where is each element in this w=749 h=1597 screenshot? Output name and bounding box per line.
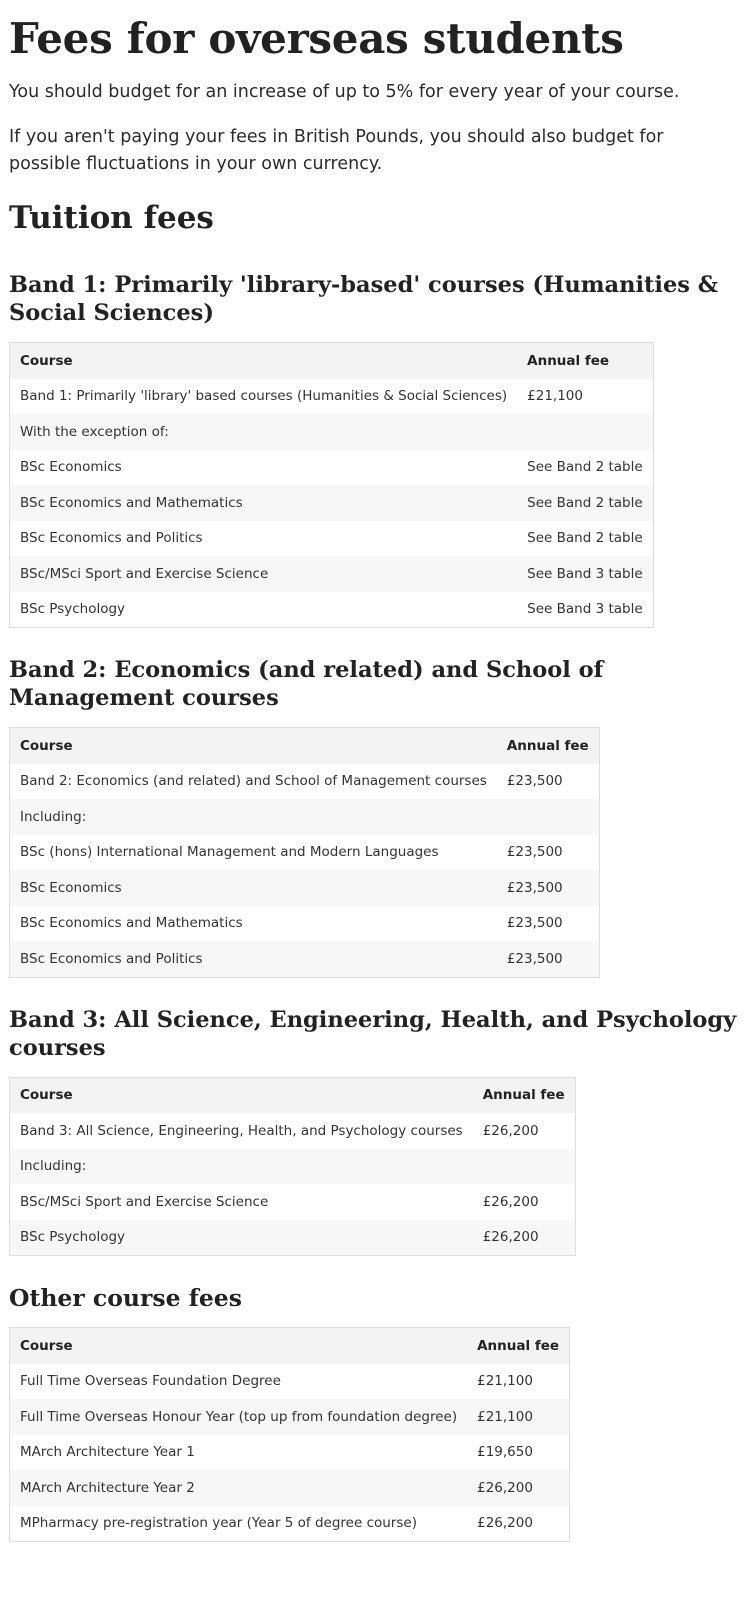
column-header-course: Course (20, 1087, 73, 1104)
table-row (10, 1220, 576, 1256)
table-row (10, 941, 600, 977)
other-fees-section (9, 1284, 740, 1542)
course-cell: Full Time Overseas Honour Year (top up from foundation degree) (20, 1408, 458, 1425)
table-row (10, 1149, 576, 1185)
course-cell: Including: (20, 1158, 87, 1175)
tuition-fees-heading: Tuition fees (9, 200, 214, 236)
band1-heading: Band 1: Primarily 'library-based' courses (Humanities & Social Sciences) (9, 272, 719, 326)
table-row (10, 1470, 570, 1506)
fee-cell: £23,500 (506, 950, 563, 967)
course-cell: BSc Psychology (20, 601, 126, 618)
intro-paragraph-currency: If you aren't paying your fees in British Pounds, you should also budget for possible fluctuations in your own currency. (9, 127, 664, 174)
table-header-row (10, 343, 654, 379)
table-row (10, 799, 600, 835)
fee-cell: £21,100 (477, 1408, 533, 1425)
table-header-row (10, 728, 600, 764)
table-row (10, 485, 654, 521)
table-header-row (10, 1077, 576, 1113)
column-header-fee: Annual fee (477, 1337, 560, 1354)
course-cell: BSc/MSci Sport and Exercise Science (20, 565, 269, 582)
course-cell: BSc Economics and Politics (20, 530, 203, 547)
table-row (10, 1113, 576, 1149)
fee-cell: See Band 2 table (527, 459, 643, 476)
course-cell: Including: (20, 808, 87, 825)
table-row (10, 764, 600, 800)
column-header-fee: Annual fee (482, 1087, 565, 1104)
course-cell: Band 3: All Science, Engineering, Health, and Psychology courses (20, 1122, 463, 1139)
course-cell: BSc Psychology (20, 1229, 126, 1246)
table-row (10, 1364, 570, 1400)
band2-section (9, 656, 740, 978)
course-cell: BSc Economics (20, 459, 122, 476)
fee-cell (497, 799, 599, 835)
band1-table (9, 342, 654, 628)
page-title: Fees for overseas students (9, 14, 624, 63)
table-row (10, 870, 600, 906)
fee-cell: See Band 2 table (527, 530, 643, 547)
course-cell: BSc Economics (20, 879, 122, 896)
course-cell: BSc (hons) International Management and Modern Languages (20, 844, 439, 861)
page-content (0, 13, 749, 1542)
fee-cell (473, 1149, 575, 1185)
fee-cell: £26,200 (482, 1122, 539, 1139)
fee-cell: £23,500 (506, 773, 563, 790)
table-row (10, 1435, 570, 1471)
column-header-course: Course (20, 1337, 73, 1354)
fee-cell: £21,100 (477, 1373, 533, 1390)
band1-section (9, 271, 740, 628)
fee-cell (517, 414, 653, 450)
course-cell: With the exception of: (20, 423, 169, 440)
table-row (10, 906, 600, 942)
course-cell: BSc/MSci Sport and Exercise Science (20, 1193, 269, 1210)
fee-cell: £23,500 (506, 879, 563, 896)
course-cell: MPharmacy pre-registration year (Year 5 of degree course) (20, 1515, 417, 1532)
table-row (10, 1184, 576, 1220)
column-header-course: Course (20, 737, 73, 754)
table-row (10, 450, 654, 486)
course-cell: BSc Economics and Mathematics (20, 494, 243, 511)
band2-heading: Band 2: Economics (and related) and School of Management courses (9, 657, 604, 711)
fee-cell: See Band 3 table (527, 601, 643, 618)
table-row (10, 414, 654, 450)
other-fees-heading: Other course fees (9, 1284, 242, 1312)
column-header-course: Course (20, 352, 73, 369)
fee-cell: £23,500 (506, 844, 563, 861)
fee-cell: £23,500 (506, 915, 563, 932)
fee-cell: £21,100 (527, 388, 583, 405)
column-header-fee: Annual fee (506, 737, 589, 754)
band2-table (9, 727, 600, 978)
band3-section (9, 1006, 740, 1257)
table-row (10, 556, 654, 592)
table-row (10, 835, 600, 871)
course-cell: Full Time Overseas Foundation Degree (20, 1373, 281, 1390)
band3-heading: Band 3: All Science, Engineering, Health, and Psychology courses (9, 1006, 737, 1061)
column-header-fee: Annual fee (527, 352, 610, 369)
course-cell: BSc Economics and Politics (20, 950, 203, 967)
course-cell: MArch Architecture Year 2 (20, 1479, 195, 1496)
table-row (10, 521, 654, 557)
table-header-row (10, 1328, 570, 1364)
course-cell: BSc Economics and Mathematics (20, 915, 243, 932)
fee-cell: £26,200 (482, 1193, 539, 1210)
fee-cell: £19,650 (477, 1444, 533, 1461)
course-cell: Band 1: Primarily 'library' based courses (Humanities & Social Sciences) (20, 388, 508, 405)
fee-cell: £26,200 (477, 1479, 533, 1496)
course-cell: MArch Architecture Year 1 (20, 1444, 195, 1461)
intro-paragraph-budget: You should budget for an increase of up to 5% for every year of your course. (9, 82, 680, 102)
fee-cell: See Band 3 table (527, 565, 643, 582)
table-row (10, 1399, 570, 1435)
table-row (10, 592, 654, 628)
other-fees-table (9, 1327, 570, 1542)
band3-table (9, 1077, 576, 1257)
table-row (10, 1506, 570, 1542)
table-row (10, 379, 654, 415)
course-cell: Band 2: Economics (and related) and School of Management courses (20, 773, 487, 790)
fee-cell: See Band 2 table (527, 494, 643, 511)
fee-cell: £26,200 (482, 1229, 539, 1246)
fee-cell: £26,200 (477, 1515, 533, 1532)
